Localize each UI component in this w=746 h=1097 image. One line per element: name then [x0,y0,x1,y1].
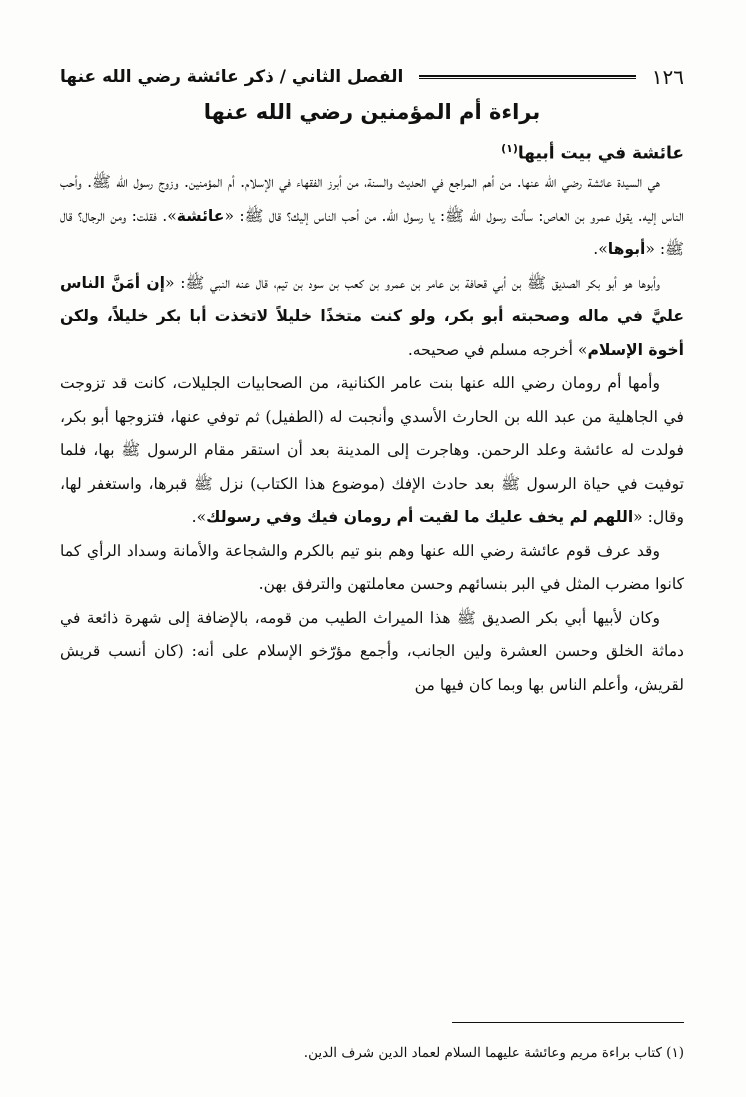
subsection-heading-text: عائشة في بيت أبيها [517,143,684,164]
chapter-title: الفصل الثاني / ذكر عائشة رضي الله عنها [60,67,404,87]
paragraph-2-text: وأبوها هو أبو بكر الصديق ﷺ بن أبي قحافة بن عامر بن عمرو بن كعب بن سود بن تيم، قال عنه النبي ﷺ: « [164,273,660,292]
paragraph-1 [60,166,684,267]
footnote-marker: (١) [501,142,518,155]
book-page [60,60,684,1077]
paragraph-3-end: ». [191,508,207,526]
paragraph-1-end: ». [593,240,608,258]
paragraph-5: وكان لأبيها أبي بكر الصديق ﷺ هذا الميراث الطيب من قومه، بالإضافة إلى شهرة ذائعة في دماثة الخلق وحسن العشرة ولين الجانب، وأجمع مؤرّخو الإسلام على أنه: (كان أنسب قريش لقريش، وأعلم الناس بها وبما كان فيها من [60,608,684,694]
body-text [60,166,684,702]
footnote-rule [452,1022,684,1023]
subsection-heading [60,132,684,166]
page-number: ١٢٦ [651,65,684,89]
bold-prayer-umm-ruman: اللهم لم يخف عليك ما لقيت أم رومان فيك وفي رسولك [206,508,634,526]
paragraph-2 [60,267,684,368]
section-heading: براءة أم المؤمنين رضي الله عنها [203,100,541,124]
running-header [60,60,684,94]
paragraph-4: وقد عرف قوم عائشة رضي الله عنها وهم بنو تيم بالكرم والشجاعة والأمانة وسداد الرأي كما كانوا مضرب المثل في البر بنسائهم وحسن معاملتهن والترفق بهن. [60,541,684,593]
paragraph-3-text: وأمها أم رومان رضي الله عنها بنت عامر الكنانية، من الصحابيات الجليلات، كانت قد تزوجت في الجاهلية من عبد الله بن الحارث الأسدي وأنجبت له (الطفيل) ثم توفي عنها، فتزوجها أبو بكر، فولدت له عائشة وعلد الرحمن. وهاجرت إلى المدينة بعد أن استقر مقام الرسول ﷺ بها، فلما توفيت في حياة الرسول ﷺ بعد حادث الإفك (موضوع هذا الكتاب) نزل ﷺ قبرها، واستغفر لها، وقال: « [60,374,684,526]
bold-quote-aisha: عائشة [176,206,225,225]
paragraph-3 [60,367,684,535]
header-rule [419,75,635,79]
footnote: (١) كتاب براءة مريم وعائشة عليهما السلام لعماد الدين شرف الدين. [303,1045,684,1061]
bold-quote-her-father: أبوها [607,240,646,258]
paragraph-2-end: » أخرجه مسلم في صحيحه. [407,340,588,359]
paragraph-1-mid: ». فقلت: ومن الرجال؟ قال ﷺ: « [60,206,684,258]
bold-hadith-abu-bakr: إن أمَنَّ الناس عليَّ في ماله وصحبته أبو بكر، ولو كنت متخذًا خليلاً لاتخذت أبا بكر خليلاً، ولكن أخوة الإسلام [60,273,684,359]
paragraph-1-text: هي السيدة عائشة رضي الله عنها. من أهم المراجع في الحديث والسنة، من أبرز الفقهاء في الإسلام. أم المؤمنين. وزوج رسول الله ﷺ. وأحب الناس إليه. يقول عمرو بن العاص: سألت رسول الله ﷺ: يا رسول الله. من أحب الناس إليك؟ قال ﷺ: « [60,173,684,225]
